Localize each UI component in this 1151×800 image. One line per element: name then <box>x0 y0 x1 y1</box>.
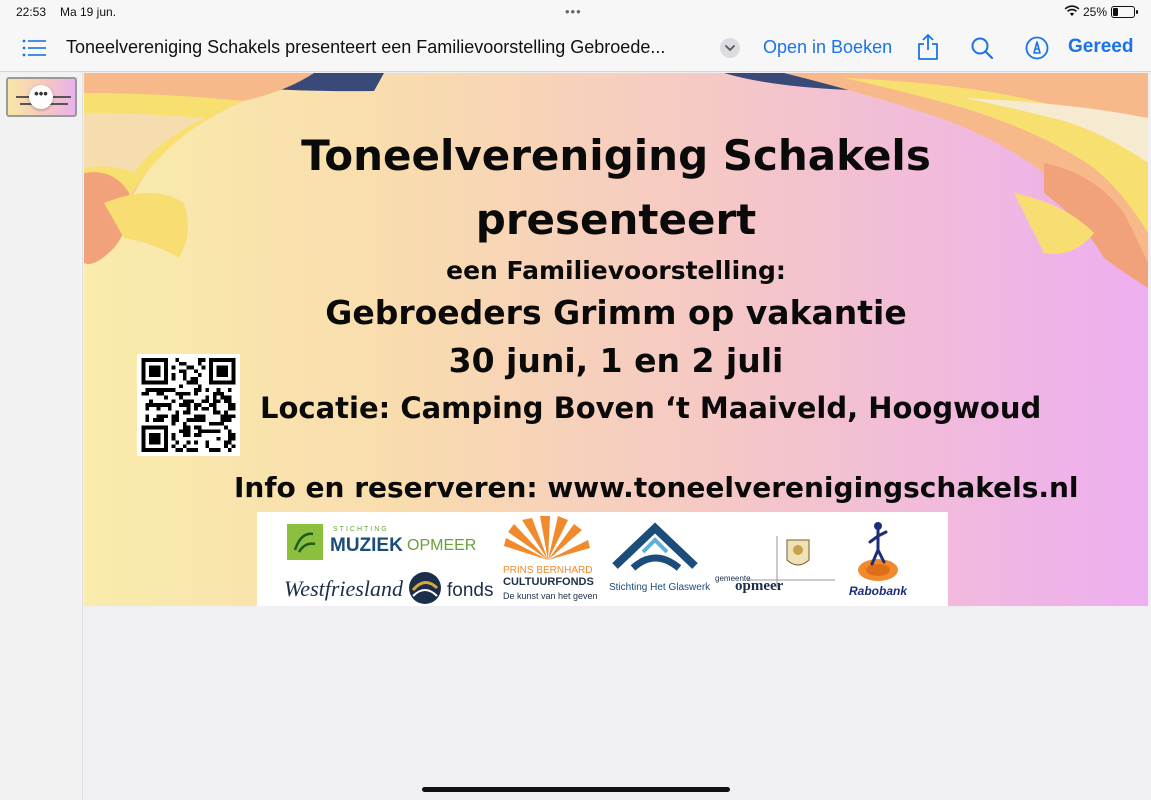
westfriesland-label: Westfriesland <box>284 576 403 601</box>
wifi-icon <box>1064 5 1080 17</box>
qr-code-image <box>141 358 236 452</box>
prins-bernhard-label: PRINS BERNHARD <box>503 565 593 576</box>
chevron-down-icon <box>720 38 740 58</box>
list-icon[interactable] <box>22 38 46 58</box>
poster-title: Toneelvereniging Schakels <box>301 131 931 180</box>
poster-location: Locatie: Camping Boven ‘t Maaiveld, Hoogwoud <box>260 391 1042 425</box>
rabobank-label: Rabobank <box>849 584 908 598</box>
title-menu-button[interactable] <box>720 38 740 58</box>
sponsor-logos-panel <box>257 512 948 606</box>
thumbnail-more-icon[interactable]: ••• <box>29 85 53 109</box>
markup-pen-icon[interactable] <box>1025 36 1049 60</box>
poster-genre: een Familievoorstelling: <box>446 256 786 285</box>
search-icon[interactable] <box>970 36 994 60</box>
open-in-books-button[interactable]: Open in Boeken <box>763 37 893 57</box>
status-time: 22:53 <box>16 5 47 19</box>
muziek-small-label: STICHTING <box>333 526 389 533</box>
westfriesland-swirl-icon <box>407 566 443 606</box>
battery-tip <box>1136 10 1138 14</box>
home-indicator[interactable] <box>422 787 730 792</box>
share-icon[interactable] <box>916 33 940 61</box>
kunst-van-het-geven-label: De kunst van het geven <box>503 591 598 601</box>
gemeente-label: gemeente <box>715 574 751 583</box>
battery-icon <box>1111 6 1135 18</box>
status-bar <box>0 0 1151 24</box>
rabobank-logo-icon <box>856 520 900 582</box>
muziek-opmeer-logo-icon <box>287 524 323 560</box>
battery-percent: 25% <box>1083 5 1108 19</box>
page-thumbnails-sidebar[interactable] <box>0 73 83 800</box>
document-toolbar <box>0 24 1151 72</box>
fonds-label: fonds <box>447 580 494 601</box>
cultuurfonds-label: CULTUURFONDS <box>503 576 594 588</box>
document-page <box>84 73 1148 606</box>
multitasking-dots-icon[interactable]: ••• <box>565 4 582 19</box>
opmeer-gemeente-label: opmeer <box>735 578 784 594</box>
opmeer-label: OPMEER <box>407 537 477 554</box>
muziek-label: MUZIEK <box>330 535 403 556</box>
qr-code <box>137 354 240 456</box>
poster-info[interactable]: Info en reserveren: www.toneelverenigingschakels.nl <box>234 471 1079 504</box>
done-button[interactable]: Gereed <box>1068 36 1134 57</box>
het-glaswerk-logo-icon <box>609 522 701 580</box>
document-title[interactable]: Toneelvereniging Schakels presenteert een Familievoorstelling Gebroede... <box>66 37 666 57</box>
poster-show-title: Gebroeders Grimm op vakantie <box>325 293 907 332</box>
status-date: Ma 19 jun. <box>60 5 117 19</box>
prins-bernhard-sun-icon <box>502 514 594 562</box>
poster-dates: 30 juni, 1 en 2 juli <box>448 341 784 380</box>
het-glaswerk-label: Stichting Het Glaswerk <box>609 582 711 593</box>
poster-subtitle: presenteert <box>475 195 757 244</box>
